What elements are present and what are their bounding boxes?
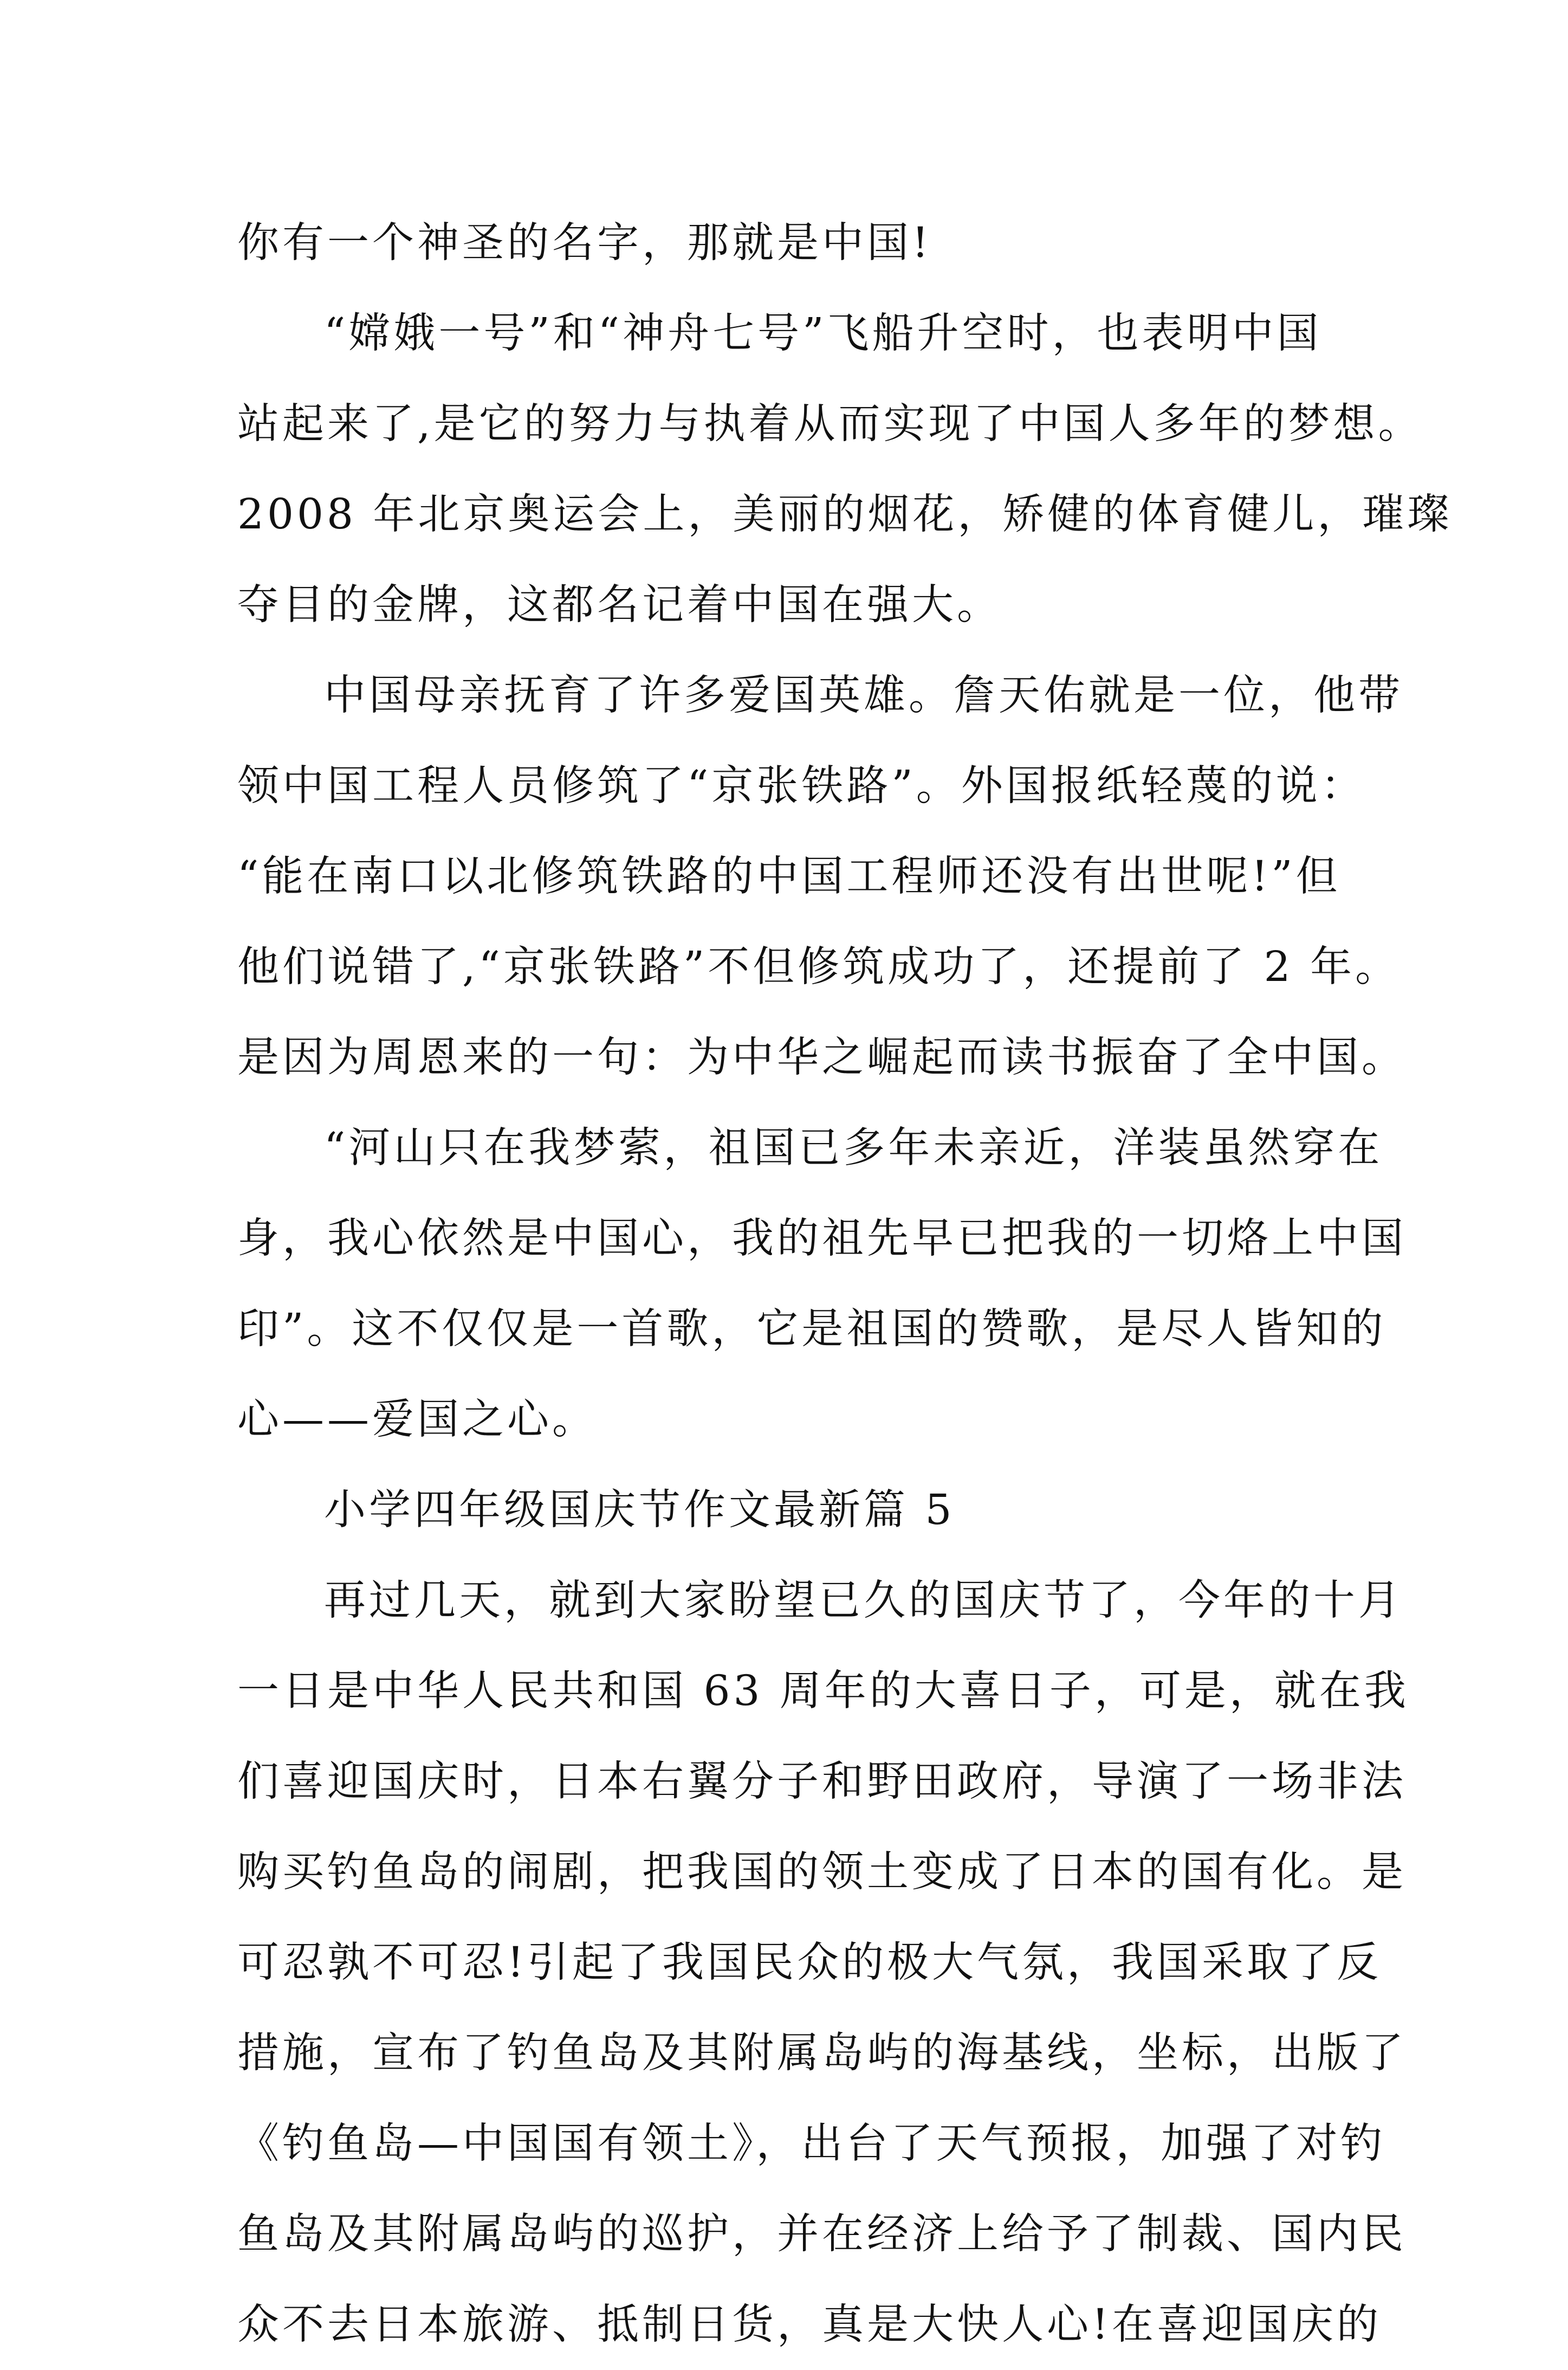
text-line: 是因为周恩来的一句：为中华之崛起而读书振奋了全中国。 [237,1034,1407,1082]
text-line: 夺目的金牌，这都名记着中国在强大。 [237,581,1002,629]
text-line: 你有一个神圣的名字，那就是中国! [237,219,932,267]
section-heading: 小学四年级国庆节作文最新篇 5 [324,1486,955,1534]
text-line: 一日是中华人民共和国 63 周年的大喜日子，可是，就在我 [237,1667,1409,1715]
text-line: 2008 年北京奥运会上，美丽的烟花，矫健的体育健儿，璀璨 [237,490,1453,539]
text-line: 《钓鱼岛—中国国有领土》，出台了天气预报，加强了对钓 [237,2120,1386,2168]
text-line: “嫦娥一号”和“神舟七号”飞船升空时，也表明中国 [324,309,1322,358]
text-line: 他们说错了,“京张铁路”不但修筑成功了，还提前了 2 年。 [237,943,1401,991]
text-line: 心——爱国之心。 [237,1396,597,1444]
text-line: “河山只在我梦萦，祖国已多年未亲近，洋装虽然穿在 [324,1124,1383,1172]
text-line: 可忍孰不可忍!引起了我国民众的极大气氛，我国采取了反 [237,1939,1382,1987]
text-line: 众不去日本旅游、抵制日货，真是大快人心!在喜迎国庆的 [237,2301,1382,2349]
text-body [237,198,1453,2370]
text-line: 再过几天，就到大家盼望已久的国庆节了，今年的十月 [324,1577,1403,1625]
text-line: 身，我心依然是中国心，我的祖先早已把我的一切烙上中国 [237,1215,1407,1263]
text-line: 购买钓鱼岛的闹剧，把我国的领土变成了日本的国有化。是 [237,1848,1407,1896]
text-line: 措施，宣布了钓鱼岛及其附属岛屿的海基线，坐标，出版了 [237,2029,1407,2077]
text-line: 鱼岛及其附属岛屿的巡护，并在经济上给予了制裁、国内民 [237,2210,1407,2258]
text-line: “能在南口以北修筑铁路的中国工程师还没有出世呢!”但 [237,853,1341,901]
text-line: 站起来了,是它的努力与执着从而实现了中国人多年的梦想。 [237,400,1423,448]
text-line: 们喜迎国庆时，日本右翼分子和野田政府，导演了一场非法 [237,1758,1407,1806]
text-line: 中国母亲抚育了许多爱国英雄。詹天佑就是一位，他带 [324,671,1403,720]
text-line: 印”。这不仅仅是一首歌，它是祖国的赞歌，是尽人皆知的 [237,1305,1386,1353]
text-line: 领中国工程人员修筑了“京张铁路”。外国报纸轻蔑的说： [237,762,1366,810]
